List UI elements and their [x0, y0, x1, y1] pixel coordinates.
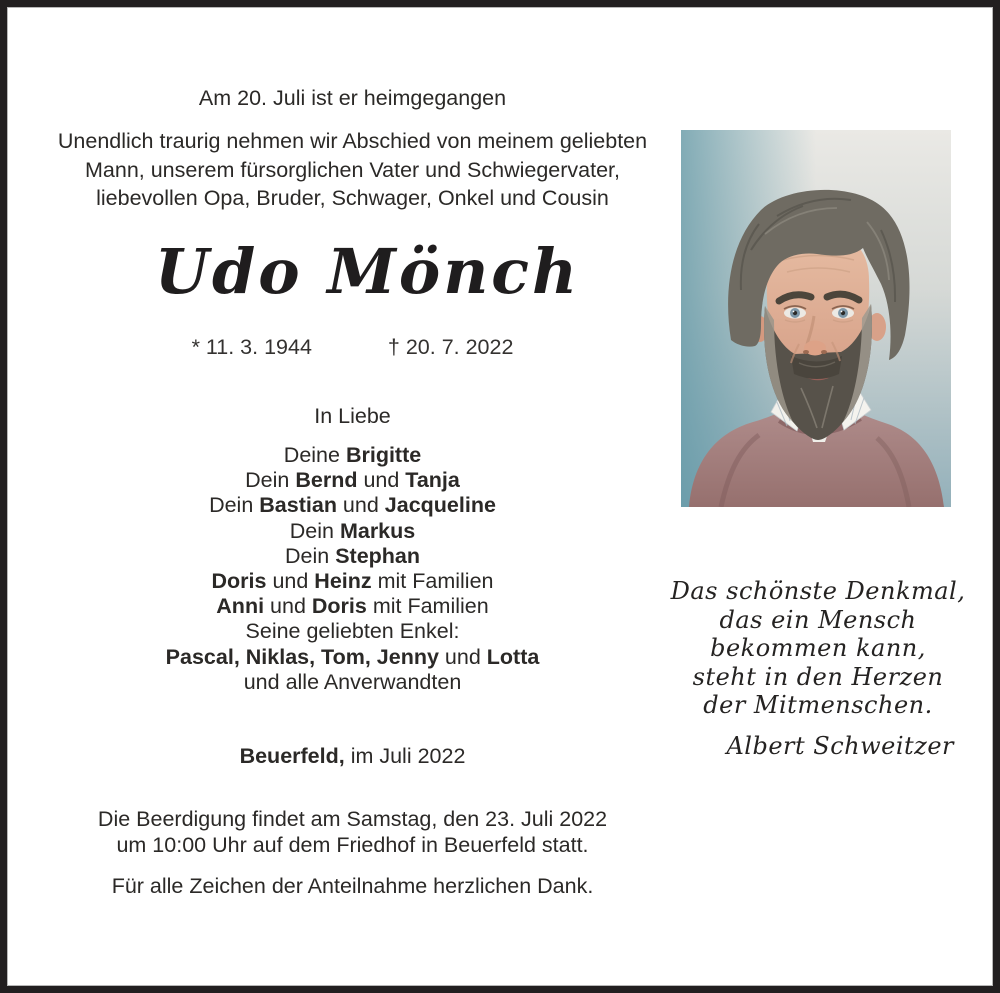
text-line: um 10:00 Uhr auf dem Friedhof in Beuerfeld statt. — [116, 833, 589, 857]
portrait-photo — [681, 130, 951, 507]
mourners-list — [30, 443, 675, 695]
mourner-line: und alle Anverwandten — [243, 669, 462, 694]
quote-attribution: Albert Schweitzer — [726, 731, 954, 760]
text-line: Das schönste Denkmal, — [670, 577, 966, 605]
mourner-line: Seine geliebten Enkel: — [245, 619, 460, 644]
mourner-line: Pascal, Niklas, Tom, Jenny und Lotta — [165, 644, 540, 669]
mourner-line: Anni und Doris mit Familien — [216, 594, 489, 619]
mourner-line: Deine Brigitte — [283, 443, 422, 467]
mourner-line: Dein Bastian und Jacqueline — [209, 493, 496, 518]
text-line: Mann, unserem fürsorglichen Vater und Schwiegervater, — [85, 157, 620, 182]
death-date: † 20. 7. 2022 — [387, 335, 514, 359]
text-line: das ein Mensch — [719, 605, 917, 634]
deceased-name: Udo Mönch — [154, 235, 581, 308]
memorial-quote — [668, 577, 968, 760]
life-dates — [30, 335, 675, 360]
text-line: bekommen kann, — [710, 634, 926, 662]
salutation: In Liebe — [314, 404, 391, 428]
city-date-line: Beuerfeld, im Juli 2022 — [239, 744, 466, 768]
funeral-info — [30, 806, 675, 858]
text-line: Die Beerdigung findet am Samstag, den 23. Juli 2022 — [97, 807, 608, 831]
mourner-line: Dein Bernd und Tanja — [245, 468, 460, 493]
mourner-line: Doris und Heinz mit Familien — [211, 569, 494, 594]
mourner-line: Dein Stephan — [284, 543, 421, 568]
thanks-line: Für alle Zeichen der Anteilnahme herzlichen Dank. — [111, 874, 594, 898]
intro-line: Am 20. Juli ist er heimgegangen — [198, 86, 507, 110]
portrait-illustration — [681, 130, 951, 507]
text-line: Unendlich traurig nehmen wir Abschied von meinem geliebten — [57, 129, 648, 153]
text-line: liebevollen Opa, Bruder, Schwager, Onkel und Cousin — [96, 186, 609, 210]
birth-date: * 11. 3. 1944 — [191, 335, 312, 359]
text-line: der Mitmenschen. — [703, 691, 933, 719]
quote-lines — [668, 577, 968, 720]
farewell-paragraph — [30, 127, 675, 213]
mourner-line: Dein Markus — [289, 518, 416, 543]
text-line: steht in den Herzen — [692, 662, 944, 691]
